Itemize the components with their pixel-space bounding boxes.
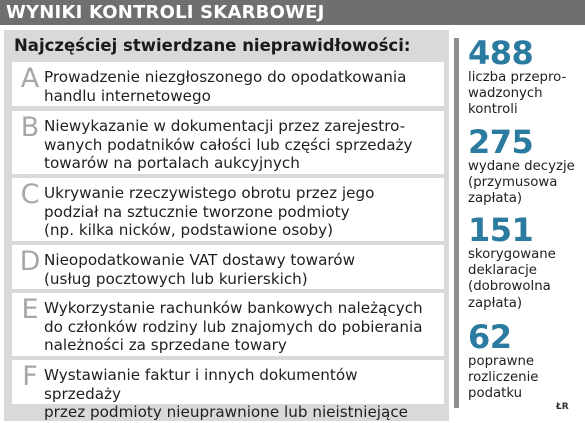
list-item-a <box>12 62 444 106</box>
item-text: Wykorzystanie rachunków bankowych należących do członków rodziny lub znajomych do pobierania należności za sprzedane towary <box>44 299 423 355</box>
item-letter: E <box>21 294 39 325</box>
stat-value: 151 <box>468 211 534 249</box>
stat-label: skorygowane deklaracje (dobrowolna zapłata) <box>468 247 556 311</box>
page-title: WYNIKI KONTROLI SKARBOWEJ <box>0 0 585 25</box>
list-item-c <box>12 178 444 241</box>
item-text: Prowadzenie niezgłoszonego do opodatkowania handlu internetowego <box>44 68 407 105</box>
list-item-e <box>12 293 444 356</box>
stat-label: wydane decyzje (przymusowa zapłata) <box>468 159 575 207</box>
item-text: Ukrywanie rzeczywistego obrotu przez jego podział na sztucznie tworzone podmioty (np. kilka nicków, podstawione osoby) <box>44 184 375 240</box>
stat-label: poprawne rozliczenie podatku <box>468 354 539 402</box>
stat-value: 488 <box>468 34 534 72</box>
list-item-b <box>12 111 444 174</box>
stat-declarations <box>468 211 556 312</box>
stat-value: 275 <box>468 123 534 161</box>
item-letter: B <box>20 112 40 143</box>
stat-label: liczba przepro- wadzonych kontroli <box>468 70 567 118</box>
stat-correct <box>468 318 539 403</box>
item-text: Nieopodatkowanie VAT dostawy towarów (usług pocztowych lub kurierskich) <box>44 251 356 288</box>
list-item-f <box>12 360 444 422</box>
vertical-divider <box>454 38 459 408</box>
item-letter: F <box>22 361 38 392</box>
stat-decisions <box>468 123 575 208</box>
item-letter: C <box>20 179 40 210</box>
stat-value: 62 <box>468 318 512 356</box>
item-letter: A <box>20 63 40 94</box>
item-text: Wystawianie faktur i innych dokumentów sprzedaży przez podmioty nieuprawnione lub nieistniejące <box>44 366 409 422</box>
stat-controls <box>468 34 567 119</box>
author-credit: ŁR <box>556 402 569 412</box>
item-letter: D <box>19 246 41 277</box>
list-item-d <box>12 245 444 289</box>
panel-subtitle: Najczęściej stwierdzane nieprawidłowości: <box>14 36 411 55</box>
item-text: Niewykazanie w dokumentacji przez zarejestro- wanych podatników całości lub części sprzedaży towarów na portalach aukcyjnych <box>44 117 413 173</box>
